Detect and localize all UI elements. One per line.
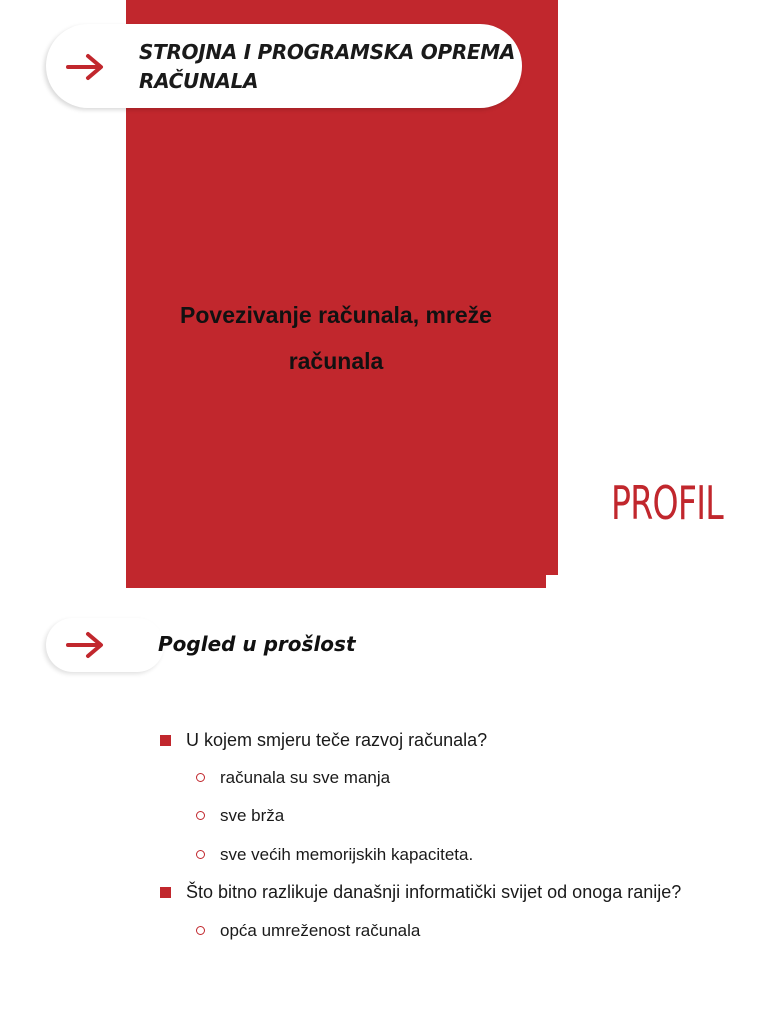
profil-logo: PROFIL <box>611 476 724 530</box>
arrow-right-icon <box>66 52 106 82</box>
circle-bullet-icon <box>196 773 205 782</box>
red-background-foot <box>126 560 546 588</box>
sub-bullet-text: računala su sve manja <box>220 768 391 787</box>
sub-bullet-text: sve većih memorijskih kapaciteta. <box>220 845 474 864</box>
header-title: STROJNA I PROGRAMSKA OPREMA RAČUNALA <box>139 40 516 93</box>
sub-bullet-text: opća umreženost računala <box>220 921 421 940</box>
sub-bullet-text: sve brža <box>220 806 285 825</box>
section-title: Pogled u prošlost <box>158 632 356 656</box>
circle-bullet-icon <box>196 850 205 859</box>
circle-bullet-icon <box>196 811 205 820</box>
bullet-text: Što bitno razlikuje današnji informatički svijet od onoga ranije? <box>186 882 682 902</box>
slide-title <box>150 292 522 384</box>
bullet-text: U kojem smjeru teče razvoj računala? <box>186 730 488 750</box>
slide-title-line-2: računala <box>288 348 384 374</box>
slide-title-line-1: Povezivanje računala, mreže <box>180 302 492 328</box>
arrow-right-icon <box>66 630 106 660</box>
square-bullet-icon <box>160 887 171 898</box>
circle-bullet-icon <box>196 926 205 935</box>
square-bullet-icon <box>160 735 171 746</box>
